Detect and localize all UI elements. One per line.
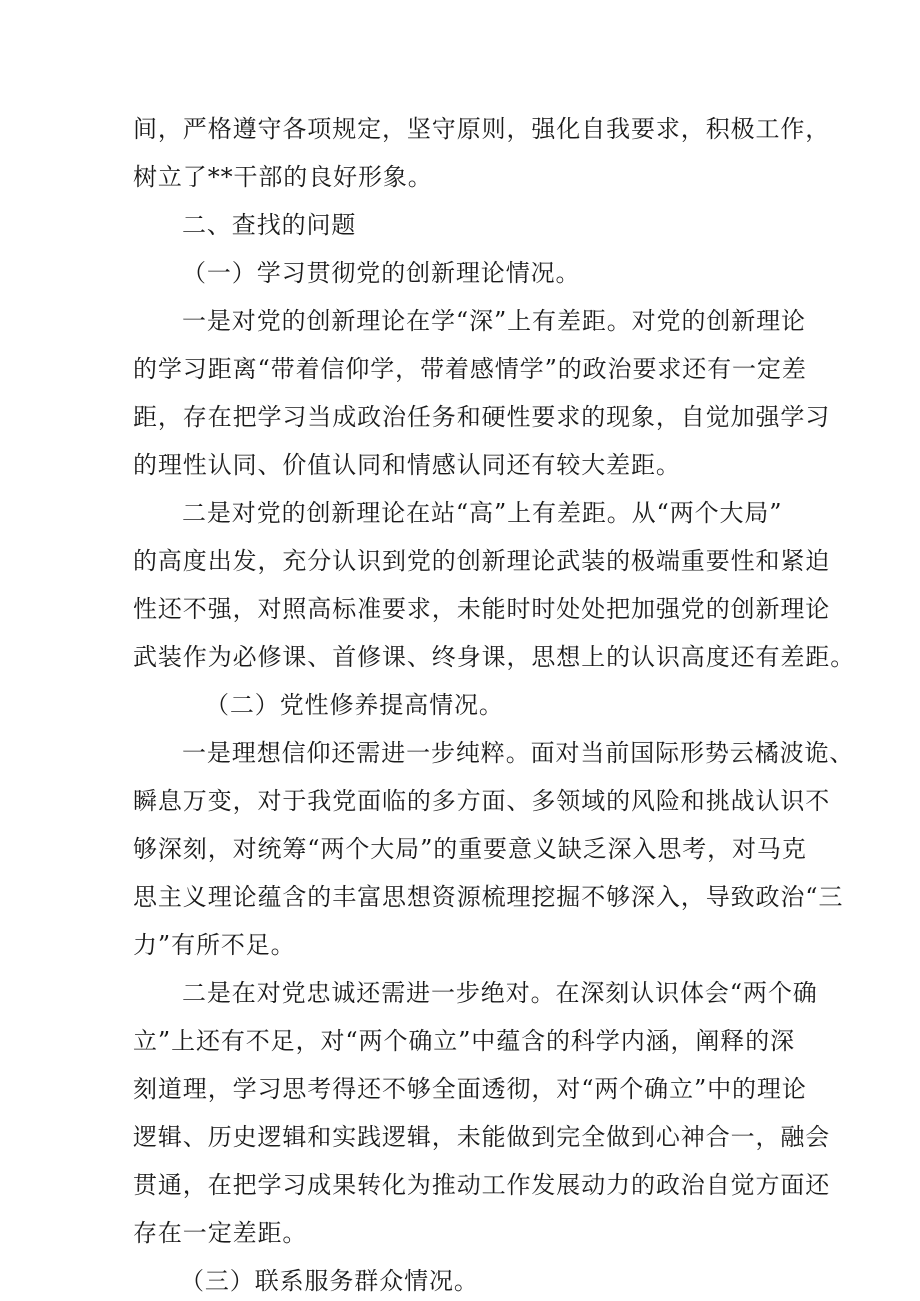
paragraph-line: 思主义理论蕴含的丰富思想资源梳理挖掘不够深入，导致政治“三 (133, 883, 844, 911)
section-heading: 二、查找的问题 (182, 211, 357, 239)
paragraph-line: 的高度出发，充分认识到党的创新理论武装的极端重要性和紧迫 (133, 547, 831, 575)
paragraph-line: 武装作为必修课、首修课、终身课，思想上的认识高度还有差距。 (133, 643, 856, 671)
paragraph-line: 二是在对党忠诚还需进一步绝对。在深刻认识体会“两个确 (182, 979, 818, 1007)
paragraph-line: 树立了**干部的良好形象。 (133, 163, 433, 191)
paragraph-line: 的学习距离“带着信仰学，带着感情学”的政治要求还有一定差 (133, 355, 807, 383)
paragraph-line: 立”上还有不足，对“两个确立”中蕴含的科学内涵，阐释的深 (133, 1027, 796, 1055)
paragraph-line: 贯通，在把学习成果转化为推动工作发展动力的政治自觉方面还 (133, 1171, 831, 1199)
paragraph-line: 够深刻，对统筹“两个大局”的重要意义缺乏深入思考，对马克 (133, 835, 807, 863)
subsection-heading: （三）联系服务群众情况。 (180, 1267, 479, 1295)
paragraph-line: 瞬息万变，对于我党面临的多方面、多领域的风险和挑战认识不 (133, 787, 831, 815)
paragraph-line: 距，存在把学习当成政治任务和硬性要求的现象，自觉加强学习 (133, 403, 831, 431)
paragraph-line: 力”有所不足。 (133, 931, 296, 959)
paragraph-line: 性还不强，对照高标准要求，未能时时处处把加强党的创新理论 (133, 595, 831, 623)
subsection-heading: （一）学习贯彻党的创新理论情况。 (182, 259, 581, 287)
paragraph-line: 一是理想信仰还需进一步纯粹。面对当前国际形势云橘波诡、 (182, 739, 855, 767)
paragraph-line: 二是对党的创新理论在站“高”上有差距。从“两个大局” (182, 499, 783, 527)
paragraph-line: 刻道理，学习思考得还不够全面透彻，对“两个确立”中的理论 (133, 1075, 807, 1103)
paragraph-line: 存在一定差距。 (133, 1219, 308, 1247)
paragraph-line: 一是对党的创新理论在学“深”上有差距。对党的创新理论 (182, 307, 806, 335)
paragraph-line: 的理性认同、价值认同和情感认同还有较大差距。 (133, 451, 681, 479)
paragraph-line: 逻辑、历史逻辑和实践逻辑，未能做到完全做到心神合一，融会 (133, 1123, 831, 1151)
paragraph-line: 间，严格遵守各项规定，坚守原则，强化自我要求，积极工作， (133, 115, 831, 143)
subsection-heading: （二）党性修养提高情况。 (205, 691, 504, 719)
